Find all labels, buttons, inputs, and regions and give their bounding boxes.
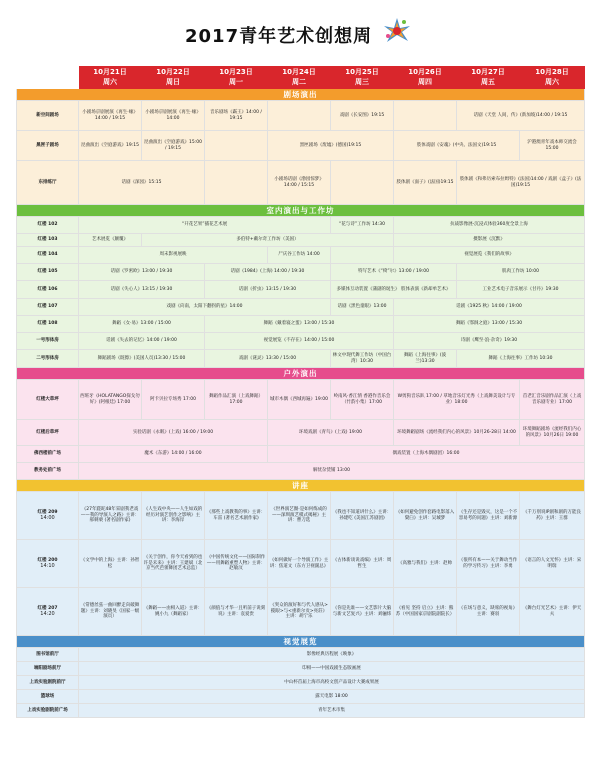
date-header-row [17, 67, 585, 89]
section-header-outdoor [17, 368, 585, 380]
schedule-cell: 周末影视展映 [79, 247, 268, 264]
schedule-cell: 《中国传统文化——国际制作——用舞蹈重塑人物》主讲：赵敏汶 [205, 540, 268, 588]
schedule-cell: 小剧场京剧展演《再生·缘》14:00 / 19:15 [79, 101, 142, 131]
schedule-cell: 舞蹈《鄂洞之庭》13:00 / 15:30 [394, 316, 585, 333]
date-cell: 10月27日 周五 [457, 67, 520, 89]
schedule-cell: 尸庆谷工作坊 14:00 [268, 247, 331, 264]
schedule-cell: 昆曲演出《空庭游戏》19:15 [79, 131, 142, 161]
venue-cell: 红楼 207 14:20 [17, 588, 79, 636]
venue-cell: 上戏实验剧院前广场 [17, 704, 79, 718]
table-row [17, 690, 585, 704]
section-header-theatre [17, 89, 585, 101]
schedule-cell: 舞蹈《戴着寝之蛋》13:00 / 15:30 [205, 316, 394, 333]
schedule-cell: 肌肉工作坊 10:00 [457, 264, 585, 281]
schedule-cell: 《关于创作，你今天看到的也许是未来》主讲：王建斌（北京当代芭蕾舞团艺术总监） [142, 540, 205, 588]
date-cell: 10月23日 周一 [205, 67, 268, 89]
schedule-cell: 环境戏剧《青鸟》(上戏) 19:00 [268, 420, 394, 446]
schedule-cell: 《很所有本——关于舞动当作的学习传习》主讲：李勇 [457, 540, 520, 588]
schedule-cell: 偶戏装置（上海木偶剧团）16:00 [268, 446, 585, 463]
schedule-cell: 露天电影 18:00 [79, 690, 585, 704]
schedule-cell: 室内演出与工作坊 [17, 205, 585, 217]
venue-cell: 图书馆前厅 [17, 648, 79, 662]
schedule-cell: 话剧《折虫》13:15 / 19:30 [205, 281, 331, 299]
schedule-cell: 西班牙《HOLATANGO探戈勿好》(阿根廷) 17:00 [79, 380, 142, 420]
schedule-cell: 户外演出 [17, 368, 585, 380]
schedule-cell: 魔术《东游》14:00 / 16:00 [79, 446, 268, 463]
venue-cell: 红楼 200 14:10 [17, 540, 79, 588]
table-row [17, 234, 585, 247]
schedule-cell: 话剧《深园》15:15 [79, 161, 205, 205]
schedule-cell [205, 131, 268, 161]
schedule-cell: 《人生戏中央——人生如戏的经历对演艺创作之影响》主讲：李海岸 [142, 492, 205, 540]
schedule-cell: 《看见 坚持 启立》主讲：熊苏（中国国家京剧院副院长） [394, 588, 457, 636]
section-header-lecture [17, 480, 585, 492]
table-row [17, 540, 585, 588]
schedule-cell: 影像经典历程展《映象》 [79, 648, 585, 662]
table-row [17, 131, 585, 161]
table-row [17, 648, 585, 662]
venue-cell: 红楼后草坪 [17, 420, 79, 446]
schedule-cell: 《在场与意义，缺席的视角》主讲：赛羽 [457, 588, 520, 636]
table-row [17, 588, 585, 636]
schedule-cell: 《舞蹈——由相入道》主讲：姚小九（舞蹈家） [142, 588, 205, 636]
table-row [17, 463, 585, 480]
schedule-cell: 舞蹈剧场《既擦》(美国人员)13:30 / 15:00 [79, 350, 205, 368]
schedule-cell: 阿卡贝拉专场秀 17:00 [142, 380, 205, 420]
schedule-cell: 话剧《罗密欧》13:00 / 19:30 [79, 264, 205, 281]
schedule-cell: 舞蹈《上海往事》工作坊 10:30 [457, 350, 585, 368]
schedule-cell: 黑匣剧场《废墟》(德国)19:15 [268, 131, 394, 161]
schedule-cell [331, 247, 394, 264]
schedule-cell: 《高雅与我们》主讲：赵帅 [394, 540, 457, 588]
schedule-cell: 舞蹈《上海往事》(波兰)13:30 [394, 350, 457, 368]
table-row [17, 492, 585, 540]
table-row [17, 350, 585, 368]
venue-cell: 一号形体房 [17, 333, 79, 350]
schedule-cell: 多伯特+戴尔奇工作坊（美国） [142, 234, 394, 247]
schedule-cell [268, 101, 331, 131]
schedule-cell: 音乐剧场《霸王》14:00 / 19:15 [205, 101, 268, 131]
schedule-cell: 工业艺术电子音乐展示《甘丹》19:30 [457, 281, 585, 299]
schedule-cell: 话剧《天堂 人间，传》(新加坡)14:00 / 19:15 [457, 101, 585, 131]
table-row [17, 217, 585, 234]
schedule-cell: 视觉展览 [17, 636, 585, 648]
section-header-visual [17, 636, 585, 648]
table-row [17, 299, 585, 316]
schedule-cell: 《颜值与才华一且听前子说刻说》主讲：袁爱贵 [205, 588, 268, 636]
schedule-cell [331, 161, 394, 205]
schedule-cell: 戏剧《谜灵》13:30 / 15:00 [205, 350, 331, 368]
venue-cell: 红楼 209 14:00 [17, 492, 79, 540]
table-row [17, 316, 585, 333]
venue-cell: 教务处前广场 [17, 463, 79, 480]
table-row [17, 264, 585, 281]
table-row [17, 380, 585, 420]
schedule-cell: 抗战影像展-沉浸式体验360度全景上海 [394, 217, 585, 234]
schedule-cell: 林文中现代舞工作坊（中国台湾）10:30 [331, 350, 394, 368]
table-row [17, 420, 585, 446]
page-title: 2017青年艺术创想周 [185, 26, 373, 47]
schedule-cell: 话剧《失心人》13:15 / 19:30 [79, 281, 205, 299]
festival-logo-icon [382, 16, 412, 46]
venue-cell: 上戏实验剧院前厅 [17, 676, 79, 690]
schedule-cell: 小剧场话剧《渤园惊梦》14:00 / 15:15 [268, 161, 331, 205]
schedule-cell: 视觉展览《我们的故事》 [394, 247, 585, 264]
date-cell: 10月26日 周四 [394, 67, 457, 89]
venue-cell: 红楼 106 [17, 281, 79, 299]
schedule-cell: “花与诗”工作坊 14:30 [331, 217, 394, 234]
schedule-cell: 肢体戏剧《安魂》(中央、法国文)19:15 [394, 131, 520, 161]
section-header-indoor [17, 205, 585, 217]
venue-cell: 红楼 104 [17, 247, 79, 264]
venue-cell: 东排练厅 [17, 161, 79, 205]
schedule-cell: 特写艺术《“椅”尔》13:00 / 19:00 [331, 264, 457, 281]
schedule-cell: 艺术展览《颠覆》 [79, 234, 142, 247]
table-row [17, 161, 585, 205]
schedule-cell: 昆曲演出《空庭游戏》15:00 / 19:15 [142, 131, 205, 161]
schedule-cell: 《突众的演好和与代人感从>揽眼>与<重新尔贡>亮莊》主讲：胡宁乐 [268, 588, 331, 636]
table-row [17, 333, 585, 350]
venue-cell: 二号形体房 [17, 350, 79, 368]
schedule-cell: 印相——中国戏剧生态版画展 [79, 662, 585, 676]
schedule-cell: 讲座 [17, 480, 585, 492]
venue-cell: 新空间剧场 [17, 101, 79, 131]
schedule-cell: 《如何避免创作套路电影落入窠臼》主讲：吴城梦 [394, 492, 457, 540]
schedule-cell: 沪港澳青年戏本师交流会 15:00 [520, 131, 585, 161]
schedule-cell: 实验话剧《永眠》(上戏) 16:00 / 19:00 [79, 420, 268, 446]
schedule-cell: 戏剧《向南，太阳下翻拐的星》14:00 [79, 299, 331, 316]
schedule-cell: 诗剧《鹰至·浪·杂奇》19:30 [394, 333, 585, 350]
schedule-cell: 小剧场京剧展演《再生·缘》14:00 [142, 101, 205, 131]
date-cell: 10月21日 周六 [79, 67, 142, 89]
schedule-cell: 视觉展览《不存在》14:00 / 15:00 [205, 333, 394, 350]
schedule-cell: 首老汇音乐剧作品汇演（上戏音乐剧专业）17:00 [520, 380, 585, 420]
schedule-cell: 话剧《1984》(上海) 14:00 / 19:30 [205, 264, 331, 281]
venue-cell: 佛西楼前广场 [17, 446, 79, 463]
schedule-table [16, 66, 585, 718]
schedule-cell: 《语言的人文光怀》主讲：宋明瑞 [520, 540, 585, 588]
date-cell: 10月25日 周三 [331, 67, 394, 89]
schedule-cell: 话剧《1925 秋》14:00 / 19:00 [394, 299, 585, 316]
schedule-cell: 《如何做好一个导演工作》主讲：焦道文（东方卫视副总》 [268, 540, 331, 588]
schedule-cell: 舞蹈作品汇演（上戏舞蹈）17:00 [205, 380, 268, 420]
schedule-cell: 《千万别说IP剧和剧的万能良药》主讲：王群 [520, 492, 585, 540]
venue-cell: 红楼 103 [17, 234, 79, 247]
schedule-cell: 青年艺术市集 [79, 704, 585, 718]
schedule-cell: 话剧《黑色童眼》13:00 [331, 299, 394, 316]
table-row [17, 676, 585, 690]
date-cell: 10月22日 周日 [142, 67, 205, 89]
schedule-cell: 《你是先谁——文艺影片大脑与新文艺复兴》主讲：刘骊炜 [331, 588, 394, 636]
corner-cell [17, 67, 79, 89]
schedule-cell: 肢体剧《面子》(法国)19:15 [394, 161, 457, 205]
table-row [17, 662, 585, 676]
schedule-cell: 解忧杂货铺 13:00 [79, 463, 585, 480]
schedule-cell: 《27年蹉跎48年采剧我老戏——我的导演人之路》主讲：郝刺栗 (著名剧作家) [79, 492, 142, 540]
venue-cell: 红楼大草坪 [17, 380, 79, 420]
venue-cell: 红楼 107 [17, 299, 79, 316]
schedule-cell: 中山杯首届上海市高校文创产品设计大赛成果展 [79, 676, 585, 690]
schedule-cell: 话剧《失去的记忆》14:00 / 19:00 [79, 333, 205, 350]
schedule-cell: W剪狗音乐趴 17:00 / 草地音乐灯光秀（上戏舞美设计与专业）18:00 [394, 380, 520, 420]
schedule-cell [394, 101, 457, 131]
venue-cell: 红楼 105 [17, 264, 79, 281]
schedule-cell: 戏剧《长安图》19:15 [331, 101, 394, 131]
schedule-cell [205, 161, 268, 205]
venue-cell: 红楼 102 [17, 217, 79, 234]
table-row [17, 247, 585, 264]
schedule-cell: 环境舞蹈剧场《流经我们内心的风景》10月26-28日 14:00 [394, 420, 520, 446]
date-cell: 10月24日 周二 [268, 67, 331, 89]
schedule-cell: 摄影展《沉默》 [394, 234, 585, 247]
date-cell: 10月28日 周六 [520, 67, 585, 89]
header [0, 22, 600, 50]
schedule-cell: 剧场演出 [17, 89, 585, 101]
venue-cell: 篮球场 [17, 690, 79, 704]
schedule-cell: 环境舞蹈剧场《流经我们内心的风景》10月26日 19:00 [520, 420, 585, 446]
table-row [17, 704, 585, 718]
schedule-cell: 《文学中的上海》主讲：孙智松 [79, 540, 142, 588]
venue-cell: 端阳剧场前厅 [17, 662, 79, 676]
schedule-cell: 《那些上戏教我的事》主讲：车雷 (著名艺术剧作家) [205, 492, 268, 540]
schedule-cell: “开花艺果”插花艺术展 [79, 217, 331, 234]
table-row [17, 281, 585, 299]
schedule-cell: 《世界演艺圈·是如何练成的——深圳演艺模式揭秘》主讲：曹刀选 [268, 492, 331, 540]
schedule-cell: 舞蹈《女·易》13:00 / 15:00 [79, 316, 205, 333]
schedule-cell: 《生存还是毁灭，这是一个不容易考的问题》主讲：刘新源 [457, 492, 520, 540]
venue-cell: 红楼 108 [17, 316, 79, 333]
venue-cell: 黑匣子剧场 [17, 131, 79, 161]
schedule-cell: 《舞台灯光艺术》主讲：伊天夫 [520, 588, 585, 636]
schedule-cell: 《常德丝弦一曲回醉走向破舞题》主讲：刘晓旻（国家一级演员） [79, 588, 142, 636]
table-row [17, 446, 585, 463]
schedule-cell: 多媒体互动装置《蒲副的诞生》 肢体表演《新却单艺术》 [331, 281, 457, 299]
schedule-cell: 《古体新谈说戏编》主讲：周哲生 [331, 540, 394, 588]
schedule-cell: 城市木偶《西城再遍》19:00 [268, 380, 331, 420]
schedule-cell: 《我也不知道讲什么》主讲：孙建吃 (美国江苏剧团) [331, 492, 394, 540]
schedule-cell: 肢体剧《和弗历索布拉姆特》(法国)14:00 / 戏剧《盒子》(法国)19:15 [457, 161, 585, 205]
schedule-cell: 岭南风·香江情 香港作音乐会（竹韵小集）17:00 [331, 380, 394, 420]
table-row [17, 101, 585, 131]
